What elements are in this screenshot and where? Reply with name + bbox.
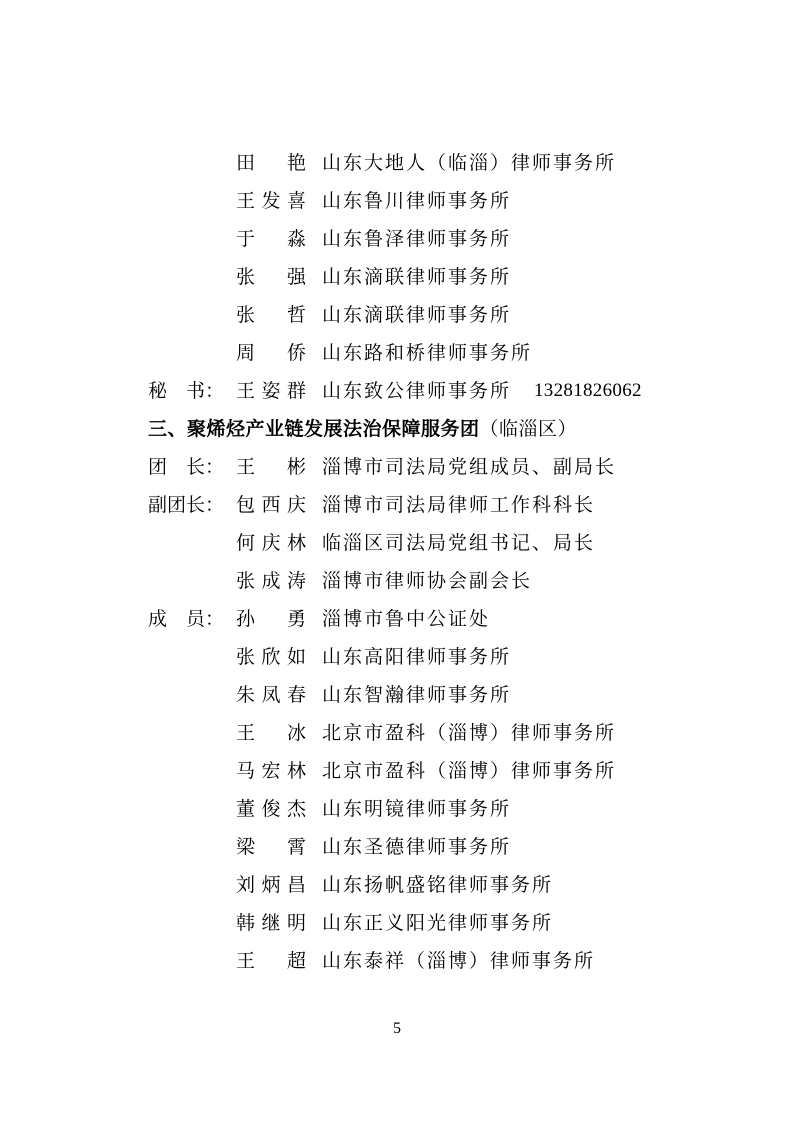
member-name: 刘炳昌 [236, 874, 306, 896]
member-org: 淄博市司法局律师工作科科长 [322, 494, 596, 516]
member-name: 王发喜 [236, 190, 306, 212]
member-org: 淄博市律师协会副会长 [322, 570, 533, 592]
member-org: 山东致公律师事务所 [322, 380, 512, 402]
page-number: 5 [393, 1020, 401, 1037]
role-label: 秘 书： [148, 380, 225, 402]
member-org: 山东滴联律师事务所 [322, 304, 512, 326]
member-name: 王 超 [236, 950, 306, 972]
member-org: 山东鲁川律师事务所 [322, 190, 512, 212]
member-org: 山东圣德律师事务所 [322, 836, 512, 858]
member-name: 梁 霄 [236, 836, 306, 858]
member-org: 山东滴联律师事务所 [322, 266, 512, 288]
phone-number: 13281826062 [534, 380, 642, 401]
member-org: 北京市盈科（淄博）律师事务所 [322, 722, 617, 744]
member-org: 淄博市鲁中公证处 [322, 608, 491, 630]
member-name: 张 强 [236, 266, 306, 288]
member-org: 山东扬帆盛铭律师事务所 [322, 874, 554, 896]
member-name: 王 冰 [236, 722, 306, 744]
member-name: 何庆林 [236, 532, 306, 554]
member-name: 包西庆 [236, 494, 306, 516]
member-name: 董俊杰 [236, 798, 306, 820]
member-org: 山东智瀚律师事务所 [322, 684, 512, 706]
section-subtitle: （临淄区） [479, 418, 578, 440]
member-org: 山东路和桥律师事务所 [322, 342, 533, 364]
member-name: 田 艳 [236, 152, 306, 174]
member-name: 张成涛 [236, 570, 306, 592]
member-org: 北京市盈科（淄博）律师事务所 [322, 760, 617, 782]
role-label: 成 员： [148, 608, 225, 630]
member-name: 于 淼 [236, 228, 306, 250]
member-org: 临淄区司法局党组书记、局长 [322, 532, 596, 554]
member-org: 山东泰祥（淄博）律师事务所 [322, 950, 596, 972]
member-name: 韩继明 [236, 912, 306, 934]
role-label: 副团长： [148, 494, 225, 516]
member-org: 山东鲁泽律师事务所 [322, 228, 512, 250]
member-name: 王 彬 [236, 456, 306, 478]
member-org: 淄博市司法局党组成员、副局长 [322, 456, 617, 478]
member-org: 山东高阳律师事务所 [322, 646, 512, 668]
member-org: 山东大地人（临淄）律师事务所 [322, 152, 617, 174]
member-name: 王姿群 [236, 380, 306, 402]
section-title: 三、聚烯烃产业链发展法治保障服务团 [148, 418, 480, 440]
member-name: 张 哲 [236, 304, 306, 326]
member-name: 周 侨 [236, 342, 306, 364]
member-name: 张欣如 [236, 646, 306, 668]
member-org: 山东正义阳光律师事务所 [322, 912, 554, 934]
member-name: 朱凤春 [236, 684, 306, 706]
member-org: 山东明镜律师事务所 [322, 798, 512, 820]
member-name: 马宏林 [236, 760, 306, 782]
member-name: 孙 勇 [236, 608, 306, 630]
role-label: 团 长： [148, 456, 225, 478]
